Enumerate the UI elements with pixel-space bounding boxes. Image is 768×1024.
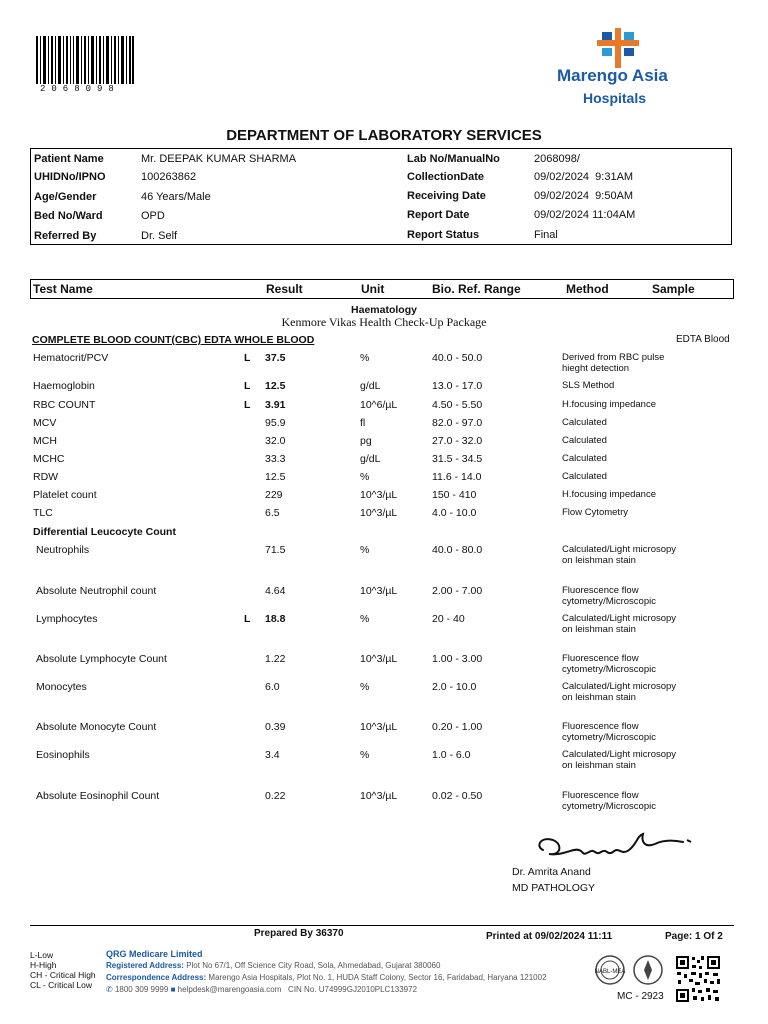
age-gender-value: 46 Years/Male bbox=[141, 191, 211, 203]
registered-address: Plot No 67/1, Off Science City Road, Sola, Ahmedabad, Gujarat 380060 bbox=[186, 961, 441, 970]
lab-no-value: 2068098/ bbox=[534, 153, 580, 165]
company-address-block bbox=[106, 948, 547, 996]
reference-range: 11.6 - 14.0 bbox=[432, 471, 482, 483]
reference-range: 1.0 - 6.0 bbox=[432, 749, 471, 761]
reference-range: 0.20 - 1.00 bbox=[432, 721, 483, 733]
bed-ward-label: Bed No/Ward bbox=[34, 210, 103, 222]
test-name: Absolute Monocyte Count bbox=[36, 721, 157, 733]
printed-at: Printed at 09/02/2024 11:11 bbox=[486, 931, 613, 942]
test-name: RDW bbox=[33, 471, 59, 483]
accreditation-number: MC - 2923 bbox=[617, 991, 664, 1002]
result-value: 95.9 bbox=[265, 417, 286, 429]
method: Fluorescence flow cytometry/Microscopic bbox=[562, 585, 656, 607]
package-name: Kenmore Vikas Health Check-Up Package bbox=[281, 315, 487, 329]
collection-date-label: CollectionDate bbox=[407, 171, 485, 183]
collection-date-value: 09/02/2024 9:31AM bbox=[534, 171, 634, 183]
unit: 10^3/µL bbox=[360, 489, 398, 501]
legend-low: L-Low bbox=[30, 950, 54, 960]
email-icon: ■ bbox=[170, 985, 176, 994]
page-number: Page: 1 Of 2 bbox=[665, 931, 723, 942]
test-name: TLC bbox=[33, 507, 53, 519]
qr-code-icon bbox=[675, 955, 721, 1003]
referred-by-label: Referred By bbox=[34, 230, 97, 242]
result-value: 12.5 bbox=[265, 380, 286, 392]
reference-range: 27.0 - 32.0 bbox=[432, 435, 483, 447]
reference-range: 13.0 - 17.0 bbox=[432, 380, 483, 392]
patient-name-value: Mr. DEEPAK KUMAR SHARMA bbox=[141, 153, 297, 165]
test-name: Monocytes bbox=[36, 681, 87, 693]
flag-indicator: L bbox=[244, 613, 251, 625]
correspondence-address: Marengo Asia Hospitals, Plot No. 1, HUDA Staff Colony, Sector 16, Faridabad, Haryana 121002 bbox=[208, 973, 547, 982]
dlc-heading: Differential Leucocyte Count bbox=[33, 526, 176, 538]
flag-indicator: L bbox=[244, 399, 251, 411]
results-table-header bbox=[30, 279, 734, 299]
patient-info-box bbox=[30, 148, 732, 245]
method: Fluorescence flow cytometry/Microscopic bbox=[562, 790, 656, 812]
unit: 10^3/µL bbox=[360, 790, 398, 802]
correspondence-label: Correspondence Address: bbox=[106, 973, 207, 982]
uhid-label: UHIDNo/IPNO bbox=[34, 171, 106, 183]
test-name: Haemoglobin bbox=[33, 380, 95, 392]
referred-by-value: Dr. Self bbox=[141, 230, 178, 242]
age-gender-label: Age/Gender bbox=[34, 191, 97, 203]
test-name: Platelet count bbox=[33, 489, 97, 501]
test-name: MCV bbox=[33, 417, 57, 429]
reference-range: 40.0 - 80.0 bbox=[432, 544, 483, 556]
report-status-label: Report Status bbox=[407, 229, 480, 241]
hospital-name: Marengo Asia bbox=[557, 66, 668, 85]
result-value: 18.8 bbox=[265, 613, 286, 625]
receiving-date-value: 09/02/2024 9:50AM bbox=[534, 190, 634, 202]
col-unit: Unit bbox=[361, 282, 385, 296]
reference-range: 4.0 - 10.0 bbox=[432, 507, 477, 519]
test-name: Hematocrit/PCV bbox=[33, 352, 109, 364]
result-value: 4.64 bbox=[265, 585, 286, 597]
prepared-by: Prepared By 36370 bbox=[254, 928, 344, 939]
result-value: 32.0 bbox=[265, 435, 286, 447]
unit: 10^3/µL bbox=[360, 721, 398, 733]
bed-ward-value: OPD bbox=[141, 210, 165, 222]
unit: % bbox=[360, 749, 370, 761]
barcode-image bbox=[36, 36, 134, 84]
seal-text: NABL-MEA bbox=[594, 969, 626, 975]
unit: % bbox=[360, 681, 370, 693]
phone-number: 1800 309 9999 bbox=[114, 985, 169, 994]
test-name: Absolute Eosinophil Count bbox=[36, 790, 160, 802]
method: Calculated bbox=[562, 453, 607, 464]
signatory-title: MD PATHOLOGY bbox=[512, 882, 596, 894]
legend-high: H-High bbox=[30, 960, 57, 970]
result-value: 12.5 bbox=[265, 471, 286, 483]
reference-range: 2.00 - 7.00 bbox=[432, 585, 483, 597]
footer-divider bbox=[30, 925, 734, 926]
col-result: Result bbox=[266, 282, 303, 296]
unit: 10^6/µL bbox=[360, 399, 398, 411]
hospital-subname: Hospitals bbox=[583, 90, 647, 106]
company-name: QRG Medicare Limited bbox=[106, 949, 203, 959]
test-name: Eosinophils bbox=[36, 749, 90, 761]
test-name: Lymphocytes bbox=[36, 613, 98, 625]
uhid-value: 100263862 bbox=[141, 171, 197, 183]
report-date-label: Report Date bbox=[407, 209, 470, 221]
test-name: MCHC bbox=[33, 453, 65, 465]
result-value: 37.5 bbox=[265, 352, 286, 364]
reference-range: 40.0 - 50.0 bbox=[432, 352, 483, 364]
unit: g/dL bbox=[360, 453, 381, 465]
reference-range: 150 - 410 bbox=[432, 489, 477, 501]
method: Derived from RBC pulse hieght detection bbox=[562, 352, 665, 374]
receiving-date-label: Receiving Date bbox=[407, 190, 486, 202]
method: Calculated bbox=[562, 471, 607, 482]
unit: g/dL bbox=[360, 380, 381, 392]
result-value: 3.91 bbox=[265, 399, 286, 411]
method: Fluorescence flow cytometry/Microscopic bbox=[562, 653, 656, 675]
unit: 10^3/µL bbox=[360, 507, 398, 519]
col-test-name: Test Name bbox=[33, 282, 93, 296]
registered-label: Registered Address: bbox=[106, 961, 184, 970]
unit: % bbox=[360, 471, 370, 483]
panel-heading: COMPLETE BLOOD COUNT(CBC) EDTA WHOLE BLOOD bbox=[32, 334, 315, 346]
method: Calculated/Light microsopy on leishman stain bbox=[562, 613, 677, 635]
test-name: Absolute Lymphocyte Count bbox=[36, 653, 167, 665]
result-value: 3.4 bbox=[265, 749, 280, 761]
reference-range: 20 - 40 bbox=[432, 613, 465, 625]
legend-critical-high: CH - Critical High bbox=[30, 970, 96, 980]
result-value: 229 bbox=[265, 489, 283, 501]
result-value: 71.5 bbox=[265, 544, 286, 556]
method: Calculated/Light microsopy on leishman stain bbox=[562, 681, 677, 703]
unit: % bbox=[360, 352, 370, 364]
cin-number: CIN No. U74999GJ2010PLC133972 bbox=[288, 985, 418, 994]
result-value: 6.0 bbox=[265, 681, 280, 693]
method: SLS Method bbox=[562, 380, 615, 391]
method: Fluorescence flow cytometry/Microscopic bbox=[562, 721, 656, 743]
signature-image bbox=[533, 826, 703, 866]
col-method: Method bbox=[566, 282, 609, 296]
reference-range: 82.0 - 97.0 bbox=[432, 417, 483, 429]
hospital-logo-icon bbox=[597, 28, 639, 68]
result-value: 1.22 bbox=[265, 653, 286, 665]
method: H.focusing impedance bbox=[562, 399, 656, 410]
unit: fl bbox=[360, 417, 366, 429]
flag-indicator: L bbox=[244, 352, 251, 364]
result-value: 33.3 bbox=[265, 453, 286, 465]
test-name: RBC COUNT bbox=[33, 399, 96, 411]
page-title: DEPARTMENT OF LABORATORY SERVICES bbox=[226, 127, 542, 144]
legend-critical-low: CL - Critical Low bbox=[30, 980, 93, 990]
method: H.focusing impedance bbox=[562, 489, 656, 500]
report-date-value: 09/02/2024 11:04AM bbox=[534, 209, 636, 221]
method: Calculated/Light microsopy on leishman stain bbox=[562, 749, 677, 771]
reference-range: 0.02 - 0.50 bbox=[432, 790, 483, 802]
flag-legend bbox=[30, 950, 96, 990]
col-sample: Sample bbox=[652, 282, 695, 296]
result-value: 6.5 bbox=[265, 507, 280, 519]
report-status-value: Final bbox=[534, 229, 558, 241]
unit: 10^3/µL bbox=[360, 653, 398, 665]
email-address: helpdesk@marengoasia.com bbox=[177, 985, 282, 994]
reference-range: 2.0 - 10.0 bbox=[432, 681, 477, 693]
unit: pg bbox=[360, 435, 372, 447]
unit: % bbox=[360, 544, 370, 556]
test-name: MCH bbox=[33, 435, 57, 447]
reference-range: 31.5 - 34.5 bbox=[432, 453, 483, 465]
result-value: 0.22 bbox=[265, 790, 286, 802]
lab-no-label: Lab No/ManualNo bbox=[407, 153, 500, 165]
section-heading: Haematology bbox=[351, 304, 417, 316]
test-name: Absolute Neutrophil count bbox=[36, 585, 157, 597]
unit: % bbox=[360, 613, 370, 625]
sample-type: EDTA Blood bbox=[676, 334, 730, 345]
phone-icon: ✆ bbox=[106, 985, 113, 994]
signatory-name: Dr. Amrita Anand bbox=[512, 866, 591, 878]
method: Flow Cytometry bbox=[562, 507, 628, 518]
flag-indicator: L bbox=[244, 380, 251, 392]
barcode-number: 2068098 bbox=[40, 84, 120, 94]
unit: 10^3/µL bbox=[360, 585, 398, 597]
col-range: Bio. Ref. Range bbox=[432, 282, 521, 296]
accreditation-seals-icon bbox=[594, 952, 670, 992]
reference-range: 4.50 - 5.50 bbox=[432, 399, 483, 411]
result-value: 0.39 bbox=[265, 721, 286, 733]
test-name: Neutrophils bbox=[36, 544, 90, 556]
method: Calculated/Light microsopy on leishman stain bbox=[562, 544, 677, 566]
method: Calculated bbox=[562, 435, 607, 446]
reference-range: 1.00 - 3.00 bbox=[432, 653, 483, 665]
patient-name-label: Patient Name bbox=[34, 153, 104, 165]
method: Calculated bbox=[562, 417, 607, 428]
